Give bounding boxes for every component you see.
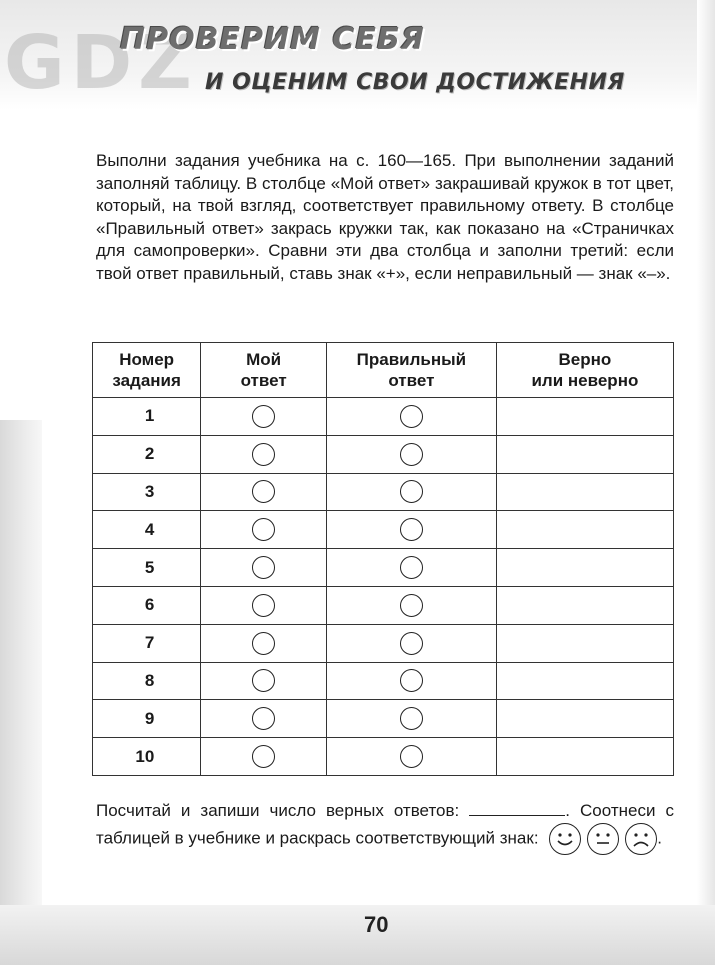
correct-answer-cell [326,473,496,511]
section-title: ПРОВЕРИМ СЕБЯ [120,22,425,57]
header-correct-answer [326,343,496,398]
footer-text-part1: Посчитай и запиши число верных ответов: [96,801,460,820]
table-row [93,511,674,549]
table-row [93,435,674,473]
correct-answer-circle[interactable] [400,669,423,692]
correct-answer-cell [326,700,496,738]
background-decoration-bottom [0,905,715,965]
task-number: 3 [93,473,201,511]
header-task-number [93,343,201,398]
table-row [93,662,674,700]
correct-answer-circle[interactable] [400,745,423,768]
correct-answer-cell [326,549,496,587]
footer-text-part2: . Соотнеси с таблицей в учебнике и раскрась соответствующий знак: [96,801,674,848]
task-number: 1 [93,398,201,436]
task-number: 2 [93,435,201,473]
task-number: 9 [93,700,201,738]
result-cell[interactable] [496,586,673,624]
result-cell[interactable] [496,549,673,587]
my-answer-circle[interactable] [252,632,275,655]
task-number: 4 [93,511,201,549]
result-cell[interactable] [496,511,673,549]
result-cell[interactable] [496,398,673,436]
neutral-face-icon[interactable] [587,823,619,855]
my-answer-cell [201,435,327,473]
correct-answer-circle[interactable] [400,632,423,655]
my-answer-cell [201,549,327,587]
watermark: GDZ [4,20,198,106]
task-number: 10 [93,738,201,776]
my-answer-circle[interactable] [252,405,275,428]
correct-answer-circle[interactable] [400,594,423,617]
correct-answer-cell [326,511,496,549]
my-answer-cell [201,738,327,776]
table-row [93,586,674,624]
my-answer-cell [201,662,327,700]
my-answer-cell [201,398,327,436]
task-number: 5 [93,549,201,587]
result-cell[interactable] [496,700,673,738]
header-task-number-line1: Номер [119,350,175,369]
page-number: 70 [364,912,389,937]
correct-answer-circle[interactable] [400,556,423,579]
correct-answer-cell [326,624,496,662]
table-row [93,624,674,662]
instructions-text: Выполни задания учебника на с. 160—165. При выполнении заданий заполняй таблицу. В столбце «Мой ответ» закрашивай кружок в тот цвет, который, на твой взгляд, соответствует правильному ответу. В столбце «Правильный ответ» закрась кружки так, как показано на «Страничках для самопроверки». Сравни эти два столбца и заполни третий: если твой ответ правильный, ставь знак «+», если неправильный — знак «–». [96,151,674,283]
table-row [93,700,674,738]
correct-answer-circle[interactable] [400,707,423,730]
correct-answer-cell [326,662,496,700]
correct-answer-circle[interactable] [400,518,423,541]
result-cell[interactable] [496,435,673,473]
my-answer-circle[interactable] [252,443,275,466]
header-my-answer-line2: ответ [240,371,287,390]
task-number: 6 [93,586,201,624]
header-result-line1: Верно [558,350,612,369]
section-subtitle: И ОЦЕНИМ СВОИ ДОСТИЖЕНИЯ [205,70,625,95]
my-answer-cell [201,473,327,511]
header-result [496,343,673,398]
table-header-row [93,343,674,398]
my-answer-cell [201,624,327,662]
my-answer-circle[interactable] [252,518,275,541]
my-answer-circle[interactable] [252,707,275,730]
table-row [93,398,674,436]
header-correct-answer-line1: Правильный [356,350,467,369]
my-answer-cell [201,511,327,549]
my-answer-cell [201,586,327,624]
correct-answer-cell [326,398,496,436]
header-my-answer [201,343,327,398]
task-number: 8 [93,662,201,700]
footer-instructions [96,800,674,855]
result-cell[interactable] [496,738,673,776]
results-table [92,342,674,776]
header-my-answer-line1: Мой [246,350,282,369]
my-answer-circle[interactable] [252,594,275,617]
correct-answer-cell [326,586,496,624]
my-answer-circle[interactable] [252,669,275,692]
result-cell[interactable] [496,624,673,662]
table-body [93,398,674,776]
header-result-line2: или неверно [531,371,639,390]
my-answer-cell [201,700,327,738]
correct-answer-circle[interactable] [400,480,423,503]
table-row [93,549,674,587]
header-correct-answer-line2: ответ [388,371,435,390]
correct-answer-cell [326,435,496,473]
result-cell[interactable] [496,662,673,700]
answer-count-blank[interactable] [469,801,565,816]
correct-answer-circle[interactable] [400,443,423,466]
table-row [93,738,674,776]
sad-face-icon[interactable] [625,823,657,855]
task-number: 7 [93,624,201,662]
footer-period: . [657,828,663,848]
result-cell[interactable] [496,473,673,511]
header-task-number-line2: задания [112,371,181,390]
my-answer-circle[interactable] [252,480,275,503]
background-decoration-left [0,420,42,965]
table-row [93,473,674,511]
my-answer-circle[interactable] [252,556,275,579]
correct-answer-circle[interactable] [400,405,423,428]
happy-face-icon[interactable] [549,823,581,855]
background-decoration-right [697,0,715,965]
my-answer-circle[interactable] [252,745,275,768]
correct-answer-cell [326,738,496,776]
